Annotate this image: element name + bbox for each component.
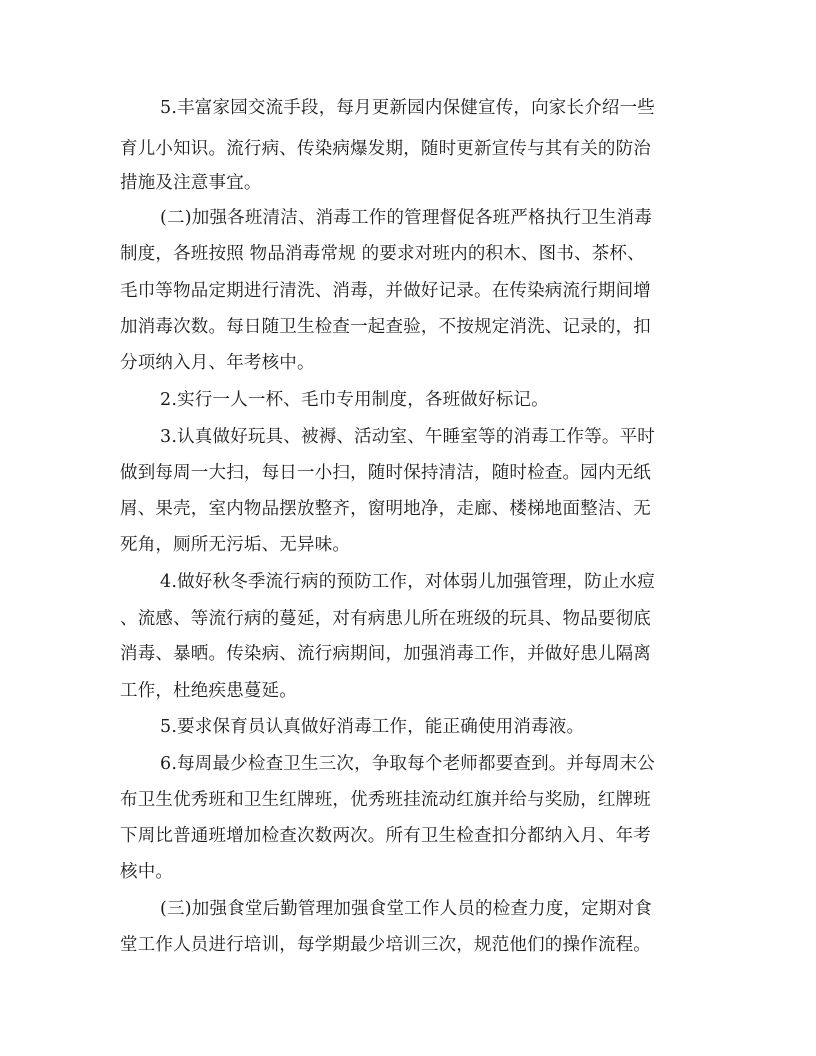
- paragraph-line: 消毒、暴晒。传染病、流行病期间，加强消毒工作，并做好患儿隔离: [120, 644, 651, 664]
- paragraph-line: 屑、果壳，室内物品摆放整齐，窗明地净，走廊、楼梯地面整洁、无: [120, 499, 651, 519]
- paragraph-line: 加消毒次数。每日随卫生检查一起查验，不按规定消洗、记录的，扣: [120, 317, 651, 337]
- paragraph-line: 5.要求保育员认真做好消毒工作，能正确使用消毒液。: [160, 717, 585, 737]
- paragraph-line: (二)加强各班清洁、消毒工作的管理督促各班严格执行卫生消毒: [160, 208, 652, 228]
- paragraph-line: 3.认真做好玩具、被褥、活动室、午睡室等的消毒工作等。平时: [160, 427, 655, 447]
- paragraph-line: 下周比普通班增加检查次数两次。所有卫生检查扣分都纳入月、年考: [120, 826, 651, 846]
- paragraph-line: 6.每周最少检查卫生三次，争取每个老师都要查到。并每周末公: [160, 754, 655, 774]
- paragraph-line: 5.丰富家园交流手段，每月更新园内保健宣传，向家长介绍一些: [160, 98, 655, 118]
- paragraph-line: 核中。: [120, 862, 174, 882]
- paragraph-line: 毛巾等物品定期进行清洗、消毒，并做好记录。在传染病流行期间增: [120, 281, 651, 301]
- paragraph-line: 制度，各班按照 物品消毒常规 的要求对班内的积木、图书、茶杯、: [120, 244, 645, 264]
- paragraph-line: (三)加强食堂后勤管理加强食堂工作人员的检查力度，定期对食: [160, 899, 652, 919]
- paragraph-line: 措施及注意事宜。: [120, 173, 262, 193]
- paragraph-line: 工作，杜绝疾患蔓延。: [120, 681, 297, 701]
- paragraph-line: 堂工作人员进行培训，每学期最少培训三次，规范他们的操作流程。: [120, 935, 651, 955]
- paragraph-line: 分项纳入月、年考核中。: [120, 353, 315, 373]
- paragraph-line: 育儿小知识。流行病、传染病爆发期，随时更新宣传与其有关的防治: [120, 139, 651, 159]
- paragraph-line: 、流感、等流行病的蔓延，对有病患儿所在班级的玩具、物品要彻底: [120, 609, 651, 629]
- paragraph-line: 死角，厕所无污垢、无异味。: [120, 535, 351, 555]
- paragraph-line: 2.实行一人一杯、毛巾专用制度，各班做好标记。: [160, 390, 549, 410]
- paragraph-line: 4.做好秋冬季流行病的预防工作，对体弱儿加强管理，防止水痘: [160, 572, 655, 592]
- paragraph-line: 布卫生优秀班和卫生红牌班，优秀班挂流动红旗并给与奖励，红牌班: [120, 790, 651, 810]
- paragraph-line: 做到每周一大扫，每日一小扫，随时保持清洁，随时检查。园内无纸: [120, 463, 651, 483]
